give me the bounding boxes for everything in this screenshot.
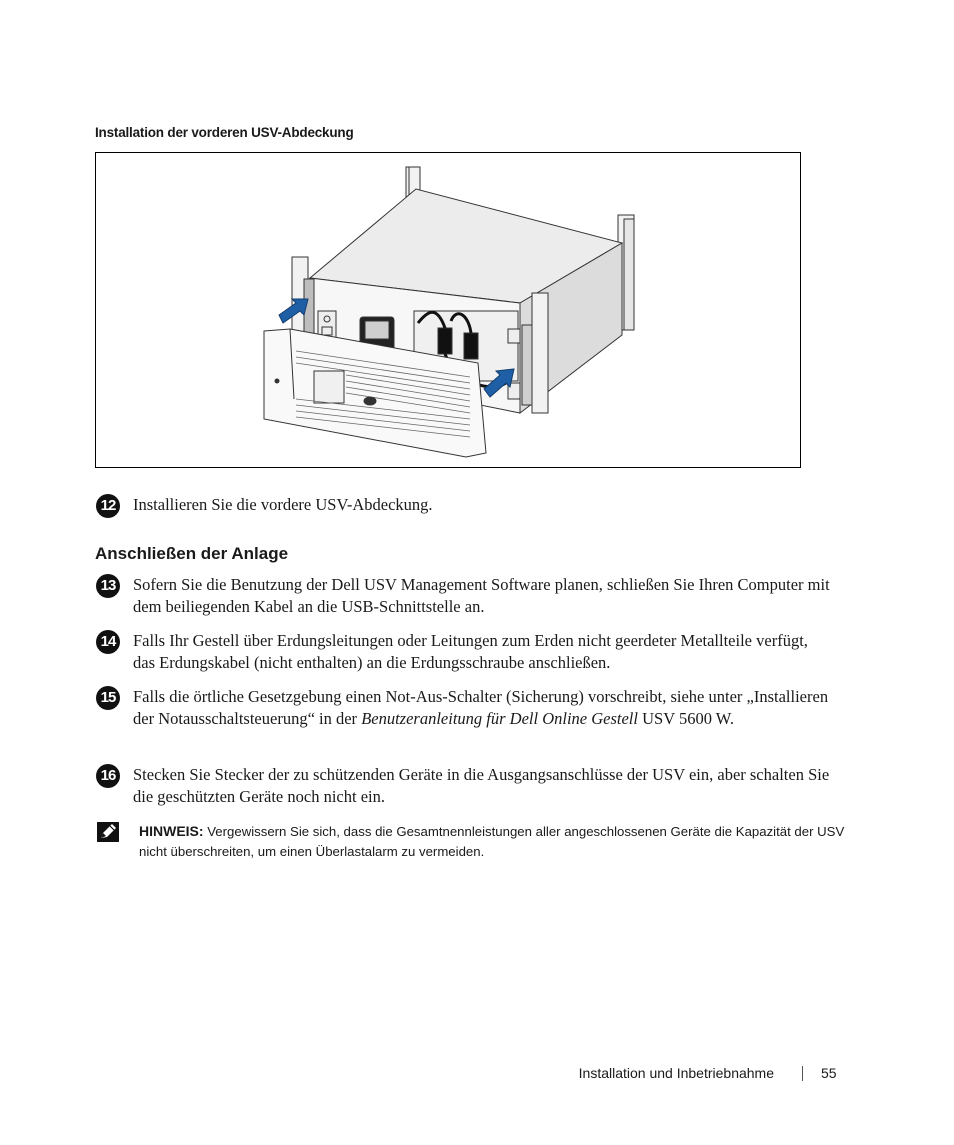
page-number: 55	[821, 1065, 837, 1081]
rack-post-front-right	[532, 293, 548, 413]
footer-section-title: Installation und Inbetriebnahme	[578, 1065, 774, 1081]
step-number-badge: 15	[96, 686, 120, 710]
note-label: HINWEIS:	[139, 823, 204, 839]
step-number-badge: 16	[96, 764, 120, 788]
figure-ups-front-cover	[95, 152, 801, 468]
note-pencil-icon	[96, 821, 120, 848]
step-number-badge: 14	[96, 630, 120, 654]
step-number-badge: 13	[96, 574, 120, 598]
section-heading: Anschließen der Anlage	[95, 544, 289, 563]
page-footer	[540, 1065, 840, 1085]
step-text: Falls Ihr Gestell über Erdungsleitungen oder Leitungen zum Erden nicht geerdeter Metallteile verfügt, das Erdungskabel (nicht enthalten) an die Erdungsschraube anschließen.	[133, 631, 808, 672]
figure-caption: Installation der vorderen USV-Abdeckung	[95, 125, 354, 140]
step-text-part: USV 5600 W.	[637, 708, 734, 728]
step-text-part: Falls die örtliche Gesetzgebung einen Not-Aus-Schalter (Sicherung) vorschreibt, siehe unter „Installieren der Notausschaltsteuerung“ in der	[133, 687, 829, 728]
step-text: Stecken Sie Stecker der zu schützenden Geräte in die Ausgangsanschlüsse der USV ein, aber schalten Sie die geschützten Geräte noch nicht ein.	[133, 765, 830, 806]
step-text: Installieren Sie die vordere USV-Abdeckung.	[133, 495, 433, 514]
manual-title: Benutzeranleitung für Dell Online Gestell	[361, 708, 638, 728]
step-number-badge: 12	[96, 494, 120, 518]
step-text: Sofern Sie die Benutzung der Dell USV Management Software planen, schließen Sie Ihren Computer mit dem beiliegenden Kabel an die USB-Schnittstelle an.	[133, 575, 830, 616]
footer-divider	[802, 1066, 803, 1081]
ups-rack-illustration	[96, 153, 801, 468]
step-text	[133, 686, 833, 729]
note-text	[139, 821, 859, 862]
note-body: Vergewissern Sie sich, dass die Gesamtnennleistungen aller angeschlossenen Geräte die Kapazität der USV nicht überschreiten, um einen Überlastalarm zu vermeiden.	[139, 824, 845, 859]
